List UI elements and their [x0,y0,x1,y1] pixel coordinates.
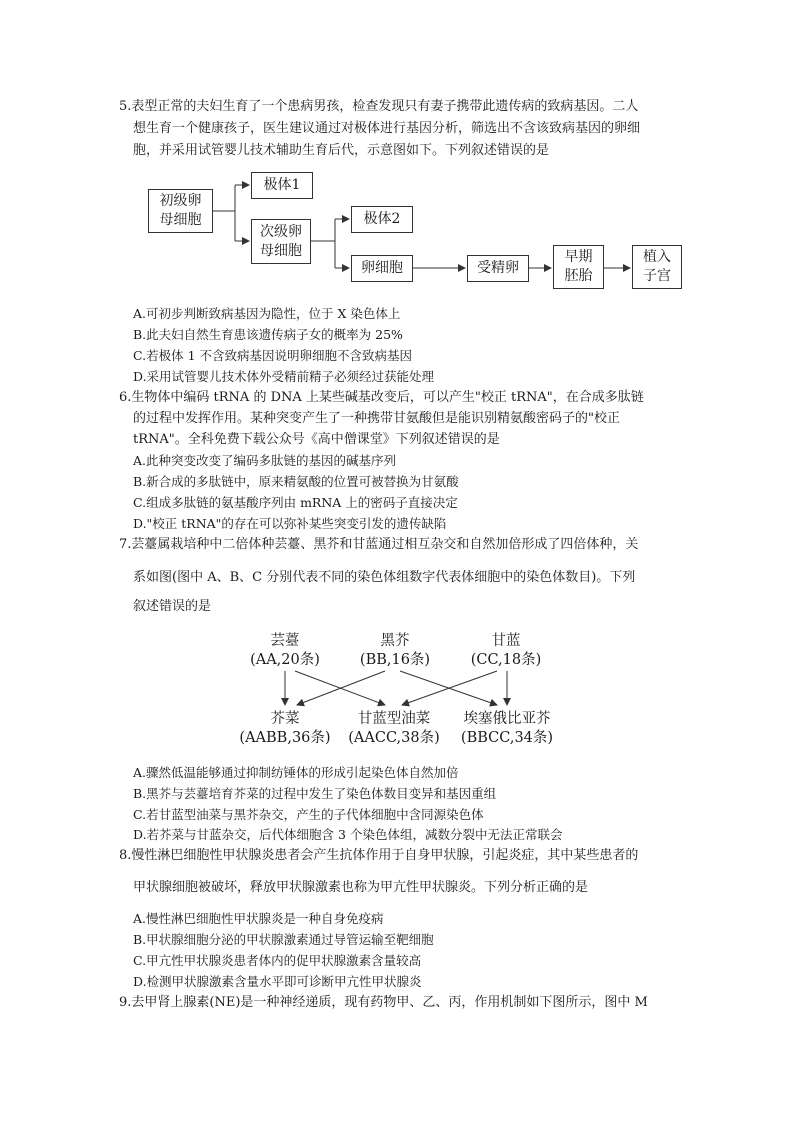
secondary-oocyte-line-1: 次级卵 [260,223,302,240]
diagram-bottom-2 [344,710,444,748]
primary-oocyte-line-1: 初级卵 [159,193,202,209]
species-genome-ethiopian-mustard: (BBCC,34条) [460,730,554,746]
species-name-brassica-rapa: 芸薹 [270,633,300,649]
diagram-top-2 [355,632,435,670]
species-genome-cabbage: (CC,18条) [470,652,542,668]
q8-option-d: D.检测甲状腺激素含量水平即可诊断甲亢性甲状腺炎 [133,974,422,989]
zygote-label: 受精卵 [477,260,519,276]
implant-line-1: 植入 [643,249,671,265]
diagram-bottom-3 [452,710,562,748]
early-embryo-line-2: 胚胎 [564,268,593,284]
q6-stem-line-1: 6.生物体中编码 tRNA 的 DNA 上某些碱基改变后，可以产生"校正 tRNA"，在合成多肽链 [119,390,644,405]
q8-option-c: C.甲亢性甲状腺炎患者体内的促甲状腺激素含量较高 [133,953,422,968]
q7-stem-line-1: 7.芸薹属栽培种中二倍体种芸薹、黑芥和甘蓝通过相互杂交和自然加倍形成了四倍体种，关 [119,537,639,552]
implant-line-2: 子宫 [643,268,671,284]
species-name-mustard: 芥菜 [270,711,300,727]
q6-option-c: C.组成多肽链的氨基酸序列由 mRNA 上的密码子直接决定 [133,495,458,510]
q6-stem-line-2: 的过程中发挥作用。某种突变产生了一种携带甘氨酸但是能识别精氨酸密码子的"校正 [133,411,620,426]
q6-option-d: D."校正 tRNA"的存在可以弥补某些突变引发的遗传缺陷 [133,516,447,531]
diagram-bottom-1 [235,710,335,748]
primary-oocyte-line-2: 母细胞 [159,212,202,228]
q7-option-c: C.若甘蓝型油菜与黑芥杂交，产生的子代体细胞中含同源染色体 [133,807,484,822]
q5-stem-line-1: 5.表型正常的夫妇生育了一个患病男孩，检查发现只有妻子携带此遗传病的致病基因。二人 [119,99,639,114]
species-genome-rapeseed: (AACC,38条) [348,730,440,746]
q8-option-b: B.甲状腺细胞分泌的甲状腺激素通过导管运输至靶细胞 [133,932,434,947]
q6-option-b: B.新合成的多肽链中，原来精氨酸的位置可被替换为甘氨酸 [133,474,459,489]
q8-stem-line-1: 8.慢性淋巴细胞性甲状腺炎患者会产生抗体作用于自身甲状腺，引起炎症，其中某些患者的 [119,848,639,863]
species-name-cabbage: 甘蓝 [491,633,521,649]
species-genome-mustard: (AABB,36条) [239,730,331,746]
q5-stem-line-3: 胞，并采用试管婴儿技术辅助生育后代，示意图如下。下列叙述错误的是 [133,143,550,158]
q7-stem-line-3: 叙述错误的是 [133,599,212,614]
polar-body-1-label: 极体1 [263,177,301,193]
q7-option-a: A.骤然低温能够通过抑制纺锤体的形成引起染色体自然加倍 [133,765,459,780]
q7-stem-line-2: 系如图(图中 A、B、C 分别代表不同的染色体组数字代表体细胞中的染色体数目)。下列 [133,570,636,585]
secondary-oocyte-line-2: 母细胞 [260,242,302,259]
q5-option-c: C.若极体 1 不含致病基因说明卵细胞不含致病基因 [133,348,412,363]
q7-option-d: D.若芥菜与甘蓝杂交，后代体细胞含 3 个染色体组，减数分裂中无法正常联会 [133,827,563,842]
q7-option-b: B.黑芥与芸薹培育芥菜的过程中发生了染色体数目变异和基因重组 [133,786,497,801]
polar-body-2-label: 极体2 [363,211,401,227]
q8-stem-line-2: 甲状腺细胞被破坏，释放甲状腺激素也称为甲亢性甲状腺炎。下列分析正确的是 [133,880,589,895]
q6-option-a: A.此种突变改变了编码多肽链的基因的碱基序列 [133,453,397,468]
q8-option-a: A.慢性淋巴细胞性甲状腺炎是一种自身免疫病 [133,911,384,926]
q5-stem-line-2: 想生育一个健康孩子，医生建议通过对极体进行基因分析，筛选出不含该致病基因的卵细 [133,121,641,136]
diagram-top-1 [245,632,325,670]
q5-option-d: D.采用试管婴儿技术体外受精前精子必须经过获能处理 [133,369,435,384]
egg-cell-label: 卵细胞 [361,260,403,276]
q5-option-a: A.可初步判断致病基因为隐性，位于 X 染色体上 [133,306,401,321]
species-name-black-mustard: 黑芥 [380,633,410,649]
diagram-top-3 [466,632,546,670]
q9-stem-line-1: 9.去甲肾上腺素(NE)是一种神经递质，现有药物甲、乙、丙，作用机制如下图所示，图中 M [119,995,648,1010]
species-name-ethiopian-mustard: 埃塞俄比亚芥 [463,711,551,727]
species-name-rapeseed: 甘蓝型油菜 [357,711,431,727]
q6-stem-line-3: tRNA"。全科免费下载公众号《高中僧课堂》下列叙述错误的是 [133,432,500,447]
species-genome-brassica-rapa: (AA,20条) [250,652,320,668]
early-embryo-line-1: 早期 [564,249,593,265]
species-genome-black-mustard: (BB,16条) [359,652,431,668]
q5-option-b: B.此夫妇自然生育患该遗传病子女的概率为 25% [133,327,403,342]
